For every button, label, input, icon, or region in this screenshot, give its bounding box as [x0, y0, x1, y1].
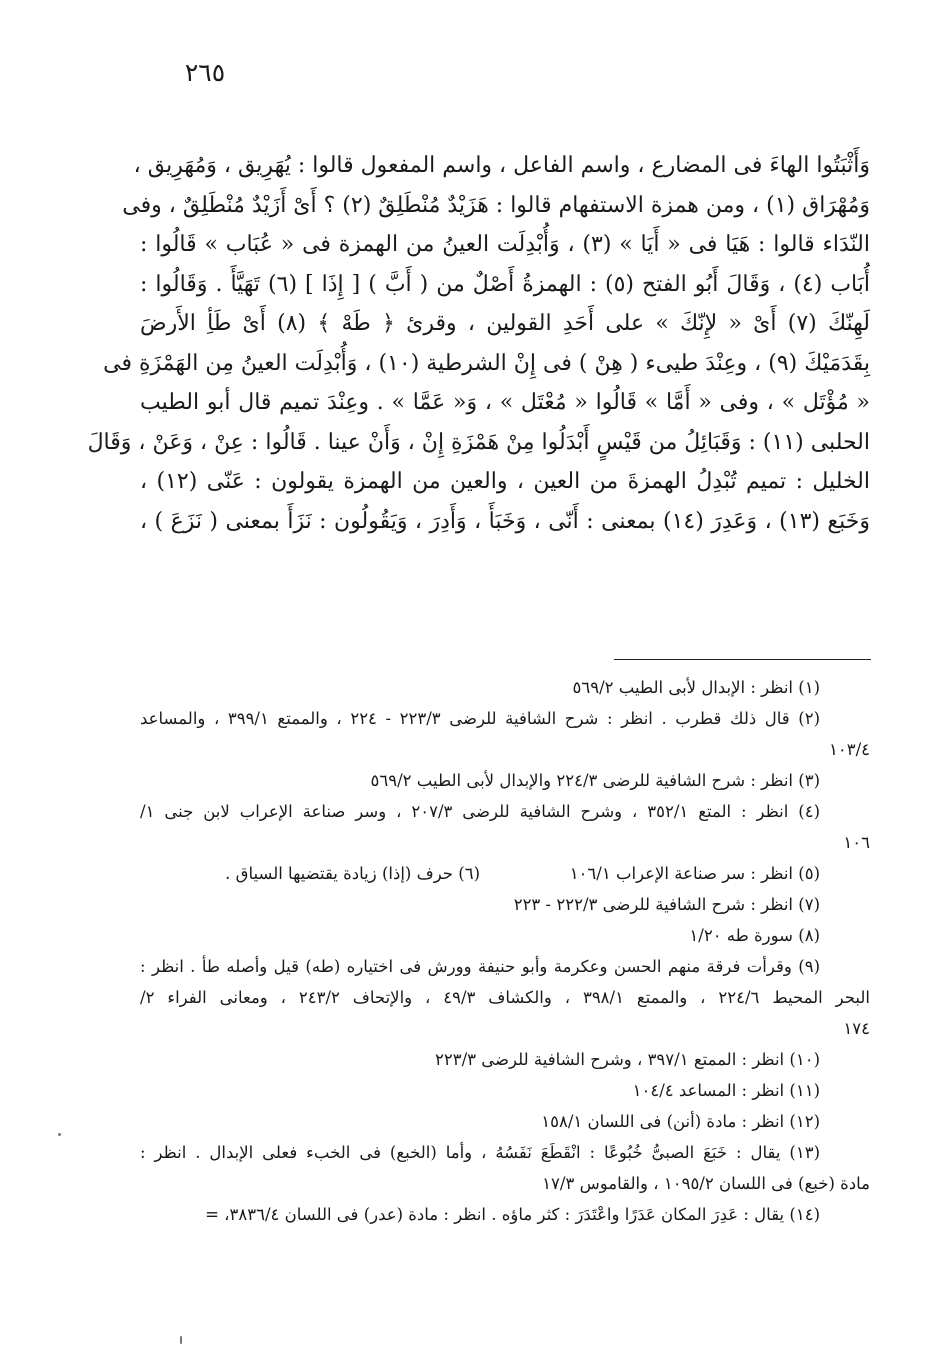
main-text-line: « مُؤْتَل » ، وفى « أَمَّا » قَالُوا « مُعْتَل » ، وَ« عَمَّا » . وعِنْدَ تميم قال أبو الطيب [140, 390, 870, 415]
footnote-8: (٨) سورة طه ١/٢٠ [689, 926, 820, 945]
footnote-4-continuation: ١٠٦ [843, 833, 870, 852]
footnote-13-continuation: مادة (خبع) فى اللسان ١٠٩٥/٢ ، والقاموس ١٧/٣ [542, 1174, 870, 1193]
footnote-divider [614, 659, 871, 660]
footnote-12: (١٢) انظر : مادة (أنن) فى اللسان ١٥٨/١ [541, 1112, 820, 1131]
main-text-line: لَهِنّكَ (٧) أَىْ « لإِنّكَ » على أَحَدِ القولين ، وقرئ ﴿ طَهْ ﴾ (٨) أَىْ طَأِ الأَرضَ [140, 311, 870, 336]
footnote-6: (٦) حرف (إذا) زيادة يقتضيها السياق . [225, 864, 480, 883]
footnote-14: (١٤) يقال : عَدِرَ المكان عَدَرًا واعْتَدَرَ : كثر ماؤه . انظر : مادة (عدر) فى اللسان ٣٨٣٦/٤، = [205, 1205, 820, 1224]
scan-speck [180, 1336, 182, 1344]
footnote-2: (٢) قال ذلك قطرب . انظر : شرح الشافية للرضى ٢٢٣/٣ - ٢٢٤ ، والممتع ٣٩٩/١ ، والمساعد [140, 709, 820, 728]
main-text-line: وَمُهْرَاق (١) ، ومن همزة الاستفهام قالوا : هَزَيْدٌ مُنْطَلِقٌ (٢) ؟ أَىْ أَزَيْدٌ مُنْطَلِقٌ ، وفى [122, 192, 870, 218]
main-text-line: وَأَثْبَتُوا الهاءَ فى المضارع ، واسم الفاعل ، واسم المفعول قالوا : يُهَرِيق ، وَمُهَرِيق ، [133, 153, 870, 178]
scan-speck [58, 1133, 61, 1136]
footnote-9-continuation: ١٧٤ [843, 1019, 870, 1038]
main-text-line: بِقَدَمَيْكَ (٩) ، وعِنْدَ طيىء ( هِنْ ) فى إِنْ الشرطية (١٠) ، وَأُبْدِلَت العينُ مِن الهَمْزَةِ فى [103, 350, 870, 376]
footnotes-section [140, 672, 870, 1230]
main-text-body [87, 146, 870, 541]
main-text-line: النّدَاء قالوا : هَيَا فى « أَيَا » (٣) ، وَأُبْدِلَت العينُ من الهمزة فى « عُبَاب » قَالُوا : [140, 232, 870, 257]
footnote-9: (٩) وقرأت فرقة منهم الحسن وعكرمة وأبو حنيفة وورش فى اختياره (طه) قيل وأصله طأ . انظر : [140, 957, 820, 976]
main-text-line: الخليل : تميم تُبْدِلُ الهمزةَ من العين ، والعين من الهمزة يقولون : عَنّى (١٢) ، [140, 469, 870, 494]
footnote-10: (١٠) انظر : الممتع ٣٩٧/١ ، وشرح الشافية للرضى ٢٢٣/٣ [435, 1050, 820, 1069]
footnote-3: (٣) انظر : شرح الشافية للرضى ٢٢٤/٣ والإبدال لأبى الطيب ٥٦٩/٢ [370, 771, 820, 790]
footnote-13: (١٣) يقال : خَبَعَ الصبىُّ خُبُوعًا : انْقَطَعَ نَفَسُهُ ، وأما (الخبع) فى الخبء فعلى الإبدال . انظر : [140, 1143, 820, 1162]
main-text-line: أُبَاب (٤) ، وَقَالَ أَبُو الفتح (٥) : الهمزةُ أَصْلٌ من ( أَبَّ ) [ إِذَا ] (٦) تَهَيَّأَ . وَقَالُوا : [140, 271, 870, 297]
footnote-5: (٥) انظر : سر صناعة الإعراب ١٠٦/١ [569, 864, 820, 883]
main-text-line: الحلبى (١١) : وَقَبَائِلُ من قَيْسٍ أَبْدَلُوا مِنْ هَمْزَةِ إِنْ ، وَأَنْ عينا . قَالُوا : عِنْ ، وَعَنْ ، وَقَالَ [87, 429, 870, 455]
footnote-1: (١) انظر : الإبدال لأبى الطيب ٥٦٩/٢ [572, 678, 820, 697]
footnote-11: (١١) انظر : المساعد ١٠٤/٤ [632, 1081, 820, 1100]
footnote-9-continuation: البحر المحيط ٢٢٤/٦ ، والممتع ٣٩٨/١ ، والكشاف ٤٩/٣ ، والإتحاف ٢٤٣/٢ ، ومعانى الفراء ٢/ [140, 988, 870, 1007]
page-number: ٢٦٥ [184, 58, 226, 87]
footnote-2-continuation: ١٠٣/٤ [828, 740, 870, 759]
main-text-line: وَخَبَع (١٣) ، وَعَدِرَ (١٤) بمعنى : أَنّى ، وَخَبَأَ ، وَأَدِرَ ، وَيَقُولُون : نَزَأَ بمعنى ( نَزَعَ ) ، [140, 508, 870, 534]
footnote-7: (٧) انظر : شرح الشافية للرضى ٢٢٢/٣ - ٢٢٣ [513, 895, 820, 914]
footnote-row-5-6 [140, 858, 870, 889]
footnote-4: (٤) انظر : المتع ٣٥٢/١ ، وشرح الشافية للرضى ٢٠٧/٣ ، وسر صناعة الإعراب لابن جنى ١/ [140, 802, 821, 821]
